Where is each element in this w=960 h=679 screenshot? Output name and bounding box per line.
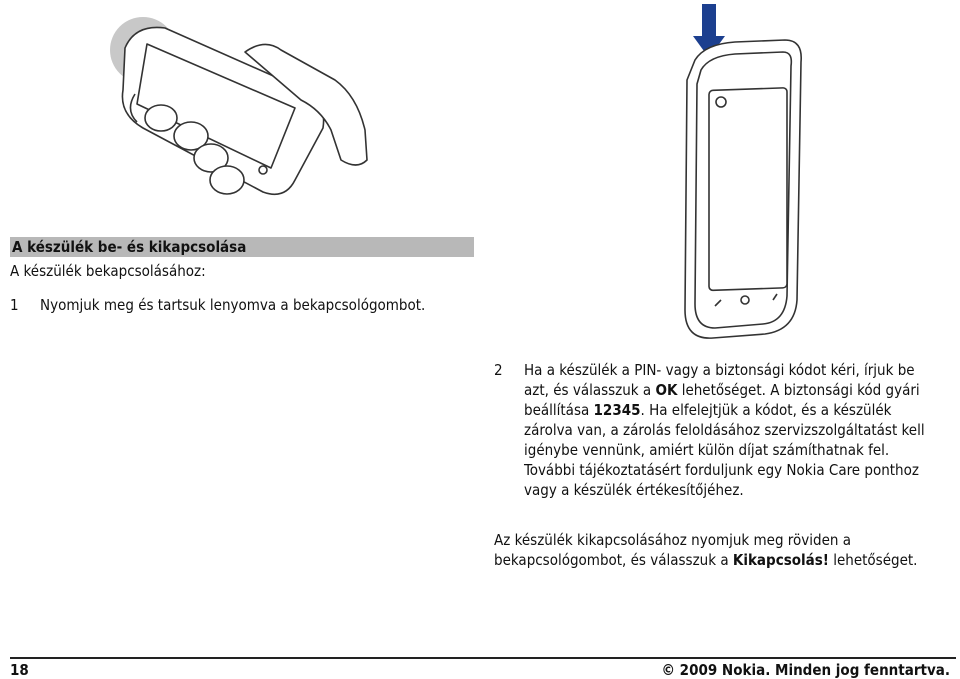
hand-holding-phone-illustration: [95, 10, 380, 215]
step-2: [494, 360, 934, 500]
intro-text: A készülék bekapcsolásához:: [10, 262, 206, 280]
step-text: Nyomjuk meg és tartsuk lenyomva a bekapcsológombot.: [40, 296, 426, 314]
shutdown-paragraph: Az készülék kikapcsolásához nyomjuk meg röviden a bekapcsológombot, és válasszuk a Kikapcsolás! lehetőséget.: [494, 531, 918, 569]
footer-divider: [10, 657, 956, 659]
phone-power-key-illustration: [665, 0, 815, 345]
default-code: 12345: [593, 401, 641, 419]
section-heading: A készülék be- és kikapcsolása: [10, 237, 474, 257]
step-1: [10, 296, 425, 314]
copyright-text: © 2009 Nokia. Minden jog fenntartva.: [661, 661, 950, 679]
step-number: 2: [494, 361, 503, 379]
step-number: 1: [10, 296, 19, 314]
shutdown-option: Kikapcsolás!: [732, 551, 829, 569]
step-text: Ha a készülék a PIN- vagy a biztonsági kódot kéri, írjuk be azt, és válasszuk a OK lehetőséget. A biztonsági kód gyári beállítása 12345. Ha elfelejtjük a kódot, és a készülék zárolva van, a zárolás feloldásához szervizszolgáltatást kell igénybe vennünk, amiért külön díjat számíthatnak fel. További tájékoztatásért forduljunk egy Nokia Care ponthoz vagy a készülék értékesítőjéhez.: [524, 361, 925, 499]
ok-option: OK: [655, 381, 678, 399]
page-number: 18: [10, 661, 29, 679]
